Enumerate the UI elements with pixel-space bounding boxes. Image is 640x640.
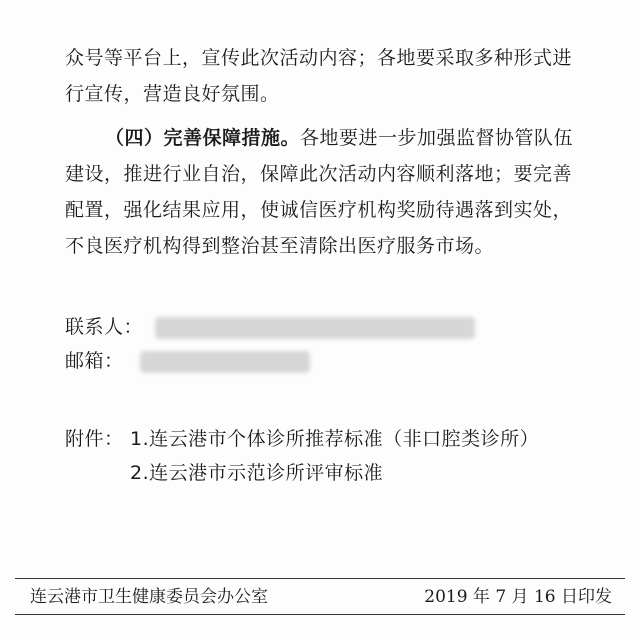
footer-bottom-rule [15,614,625,615]
paragraph-publicity: 众号等平台上，宣传此次活动内容；各地要采取多种形式进行宣传，营造良好氛围。 [65,47,573,105]
section-heading: （四）完善保障措施。 [105,127,301,149]
redacted-contact-info [155,317,475,339]
email-row [65,346,310,376]
attachment-item-1: 1.连云港市个体诊所推荐标准（非口腔类诊所） [130,428,540,450]
footer-issuer: 连云港市卫生健康委员会办公室 [30,587,268,607]
email-label: 邮箱： [65,350,124,372]
paragraph-safeguards [65,120,585,264]
footer-date: 2019 年 7 月 16 日印发 [424,587,612,607]
redacted-email [140,351,310,373]
attachment-item-2: 2.连云港市示范诊所评审标准 [130,462,384,484]
contact-person-row [65,312,475,342]
attachments-label: 附件： [65,428,124,450]
contact-person-label: 联系人： [65,316,144,338]
footer-top-rule [15,578,625,579]
section-text: 各地要进一步加强监督协管队伍建设，推进行业自治，保障此次活动内容顺利落地；要完善配置，强化结果应用，使诚信医疗机构奖励待遇落到实处，不良医疗机构得到整治甚至清除出医疗服务市场。 [65,127,574,257]
